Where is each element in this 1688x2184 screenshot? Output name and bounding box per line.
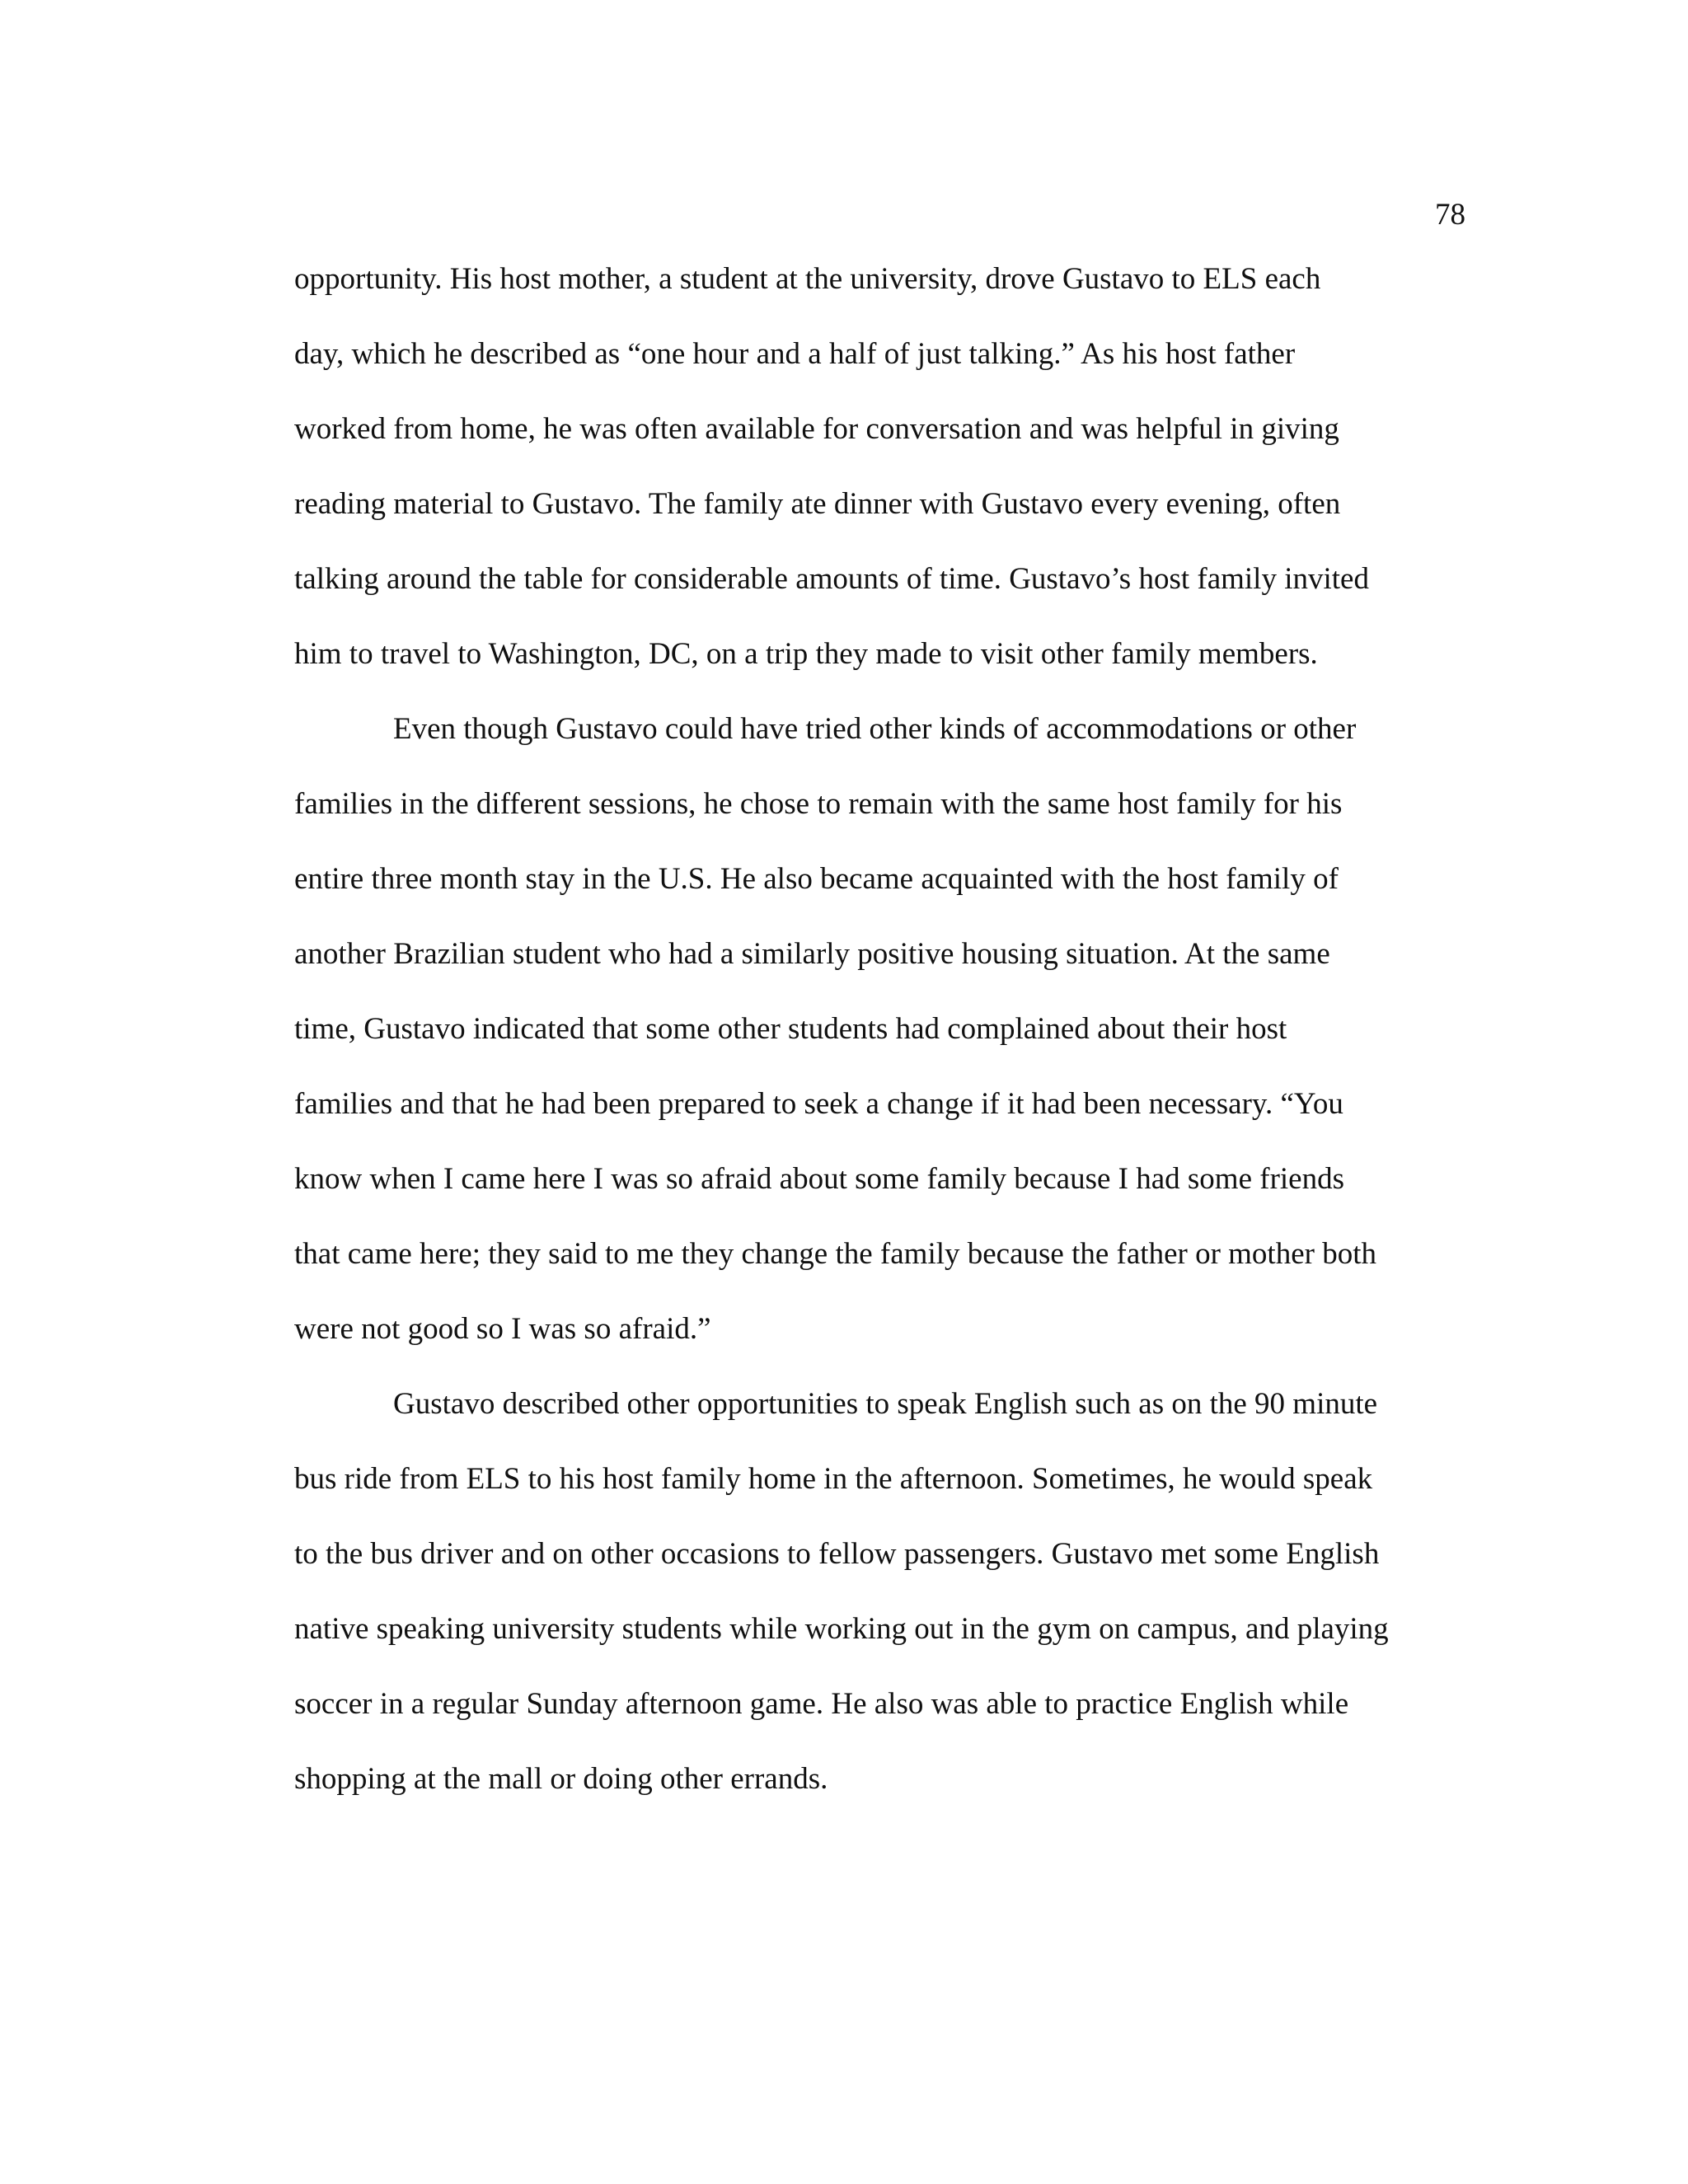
text-line: worked from home, he was often available for conversation and was helpful in giving bbox=[294, 412, 1339, 446]
text-line: another Brazilian student who had a similarly positive housing situation. At the same bbox=[294, 937, 1330, 971]
text-line: families in the different sessions, he chose to remain with the same host family for his bbox=[294, 787, 1343, 821]
text-line: to the bus driver and on other occasions to fellow passengers. Gustavo met some English bbox=[294, 1537, 1380, 1571]
text-line: bus ride from ELS to his host family home in the afternoon. Sometimes, he would speak bbox=[294, 1462, 1373, 1496]
text-line: that came here; they said to me they change the family because the father or mother both bbox=[294, 1237, 1376, 1271]
text-line: reading material to Gustavo. The family ate dinner with Gustavo every evening, often bbox=[294, 487, 1341, 521]
text-line: talking around the table for considerable amounts of time. Gustavo’s host family invited bbox=[294, 562, 1369, 596]
text-line: him to travel to Washington, DC, on a trip they made to visit other family members. bbox=[294, 637, 1318, 671]
page-number: 78 bbox=[1435, 198, 1465, 232]
text-line: know when I came here I was so afraid about some family because I had some friends bbox=[294, 1162, 1344, 1196]
text-line: native speaking university students while working out in the gym on campus, and playing bbox=[294, 1612, 1389, 1646]
text-line: soccer in a regular Sunday afternoon game. He also was able to practice English while bbox=[294, 1687, 1349, 1721]
paragraph-first-line: Gustavo described other opportunities to speak English such as on the 90 minute bbox=[393, 1387, 1378, 1421]
text-line: entire three month stay in the U.S. He also became acquainted with the host family of bbox=[294, 862, 1339, 896]
text-line: time, Gustavo indicated that some other students had complained about their host bbox=[294, 1012, 1287, 1046]
paragraph-first-line: Even though Gustavo could have tried other kinds of accommodations or other bbox=[393, 712, 1357, 746]
text-line: families and that he had been prepared to seek a change if it had been necessary. “You bbox=[294, 1087, 1343, 1121]
text-line: day, which he described as “one hour and a half of just talking.” As his host father bbox=[294, 337, 1296, 371]
text-line: opportunity. His host mother, a student at the university, drove Gustavo to ELS each bbox=[294, 262, 1321, 296]
text-line: shopping at the mall or doing other errands. bbox=[294, 1762, 828, 1796]
text-line: were not good so I was so afraid.” bbox=[294, 1312, 711, 1346]
